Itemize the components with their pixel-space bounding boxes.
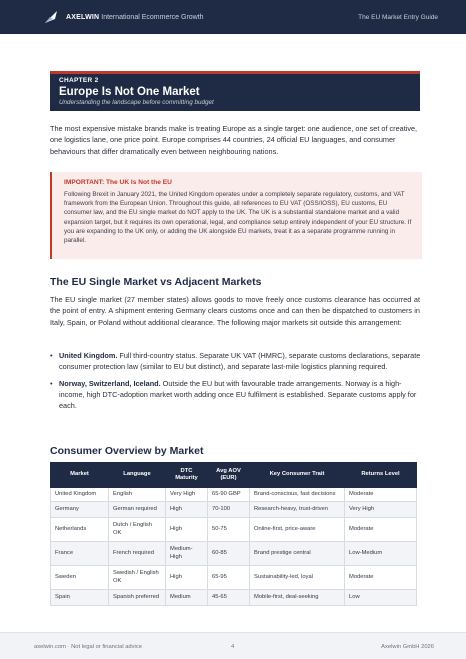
footer-left: axelwin.com · Not legal or financial advice <box>34 644 142 650</box>
bullet-label: Norway, Switzerland, Iceland. <box>59 378 161 388</box>
chapter-subtitle: Understanding the landscape before committing budget <box>59 99 214 106</box>
table-cell: Brand-conscious, fast decisions <box>250 488 345 502</box>
table-cell: Moderate <box>345 488 417 502</box>
table-cell: French required <box>109 542 166 566</box>
chapter-number: CHAPTER 2 <box>59 77 99 84</box>
section-heading-single-market: The EU Single Market vs Adjacent Markets <box>50 276 262 288</box>
table-cell: Netherlands <box>51 518 109 542</box>
document-title: The EU Market Entry Guide <box>358 13 438 21</box>
table-cell: Medium <box>166 590 208 606</box>
adjacent-markets-list <box>50 350 422 416</box>
column-header: DTC Maturity <box>166 463 208 488</box>
table-cell: Germany <box>51 502 109 518</box>
table-cell: Research-heavy, trust-driven <box>250 502 345 518</box>
table-cell: Sustainability-led, loyal <box>250 566 345 590</box>
table-cell: Spain <box>51 590 109 606</box>
column-header: Market <box>51 463 109 488</box>
column-header: Avg AOV (EUR) <box>208 463 250 488</box>
table-cell: 45-65 <box>208 590 250 606</box>
bullet-text: Full third-country status. Separate UK VAT (HMRC), separate customs declarations, separate consumer protection law (similar to EU but distinct), and separate last-mile logistics planning required. <box>59 351 421 372</box>
bullet-icon: • <box>50 351 53 360</box>
brand-tagline: International Ecommerce Growth <box>101 13 204 21</box>
table-cell: Moderate <box>345 518 417 542</box>
table-cell: High <box>166 502 208 518</box>
table-cell: Dutch / English OK <box>109 518 166 542</box>
table-cell: Very High <box>345 502 417 518</box>
list-item <box>50 378 422 412</box>
table-header-row <box>51 463 417 488</box>
table-cell: Low-Medium <box>345 542 417 566</box>
table-cell: Sweden <box>51 566 109 590</box>
table-cell: 70-100 <box>208 502 250 518</box>
table-cell: Swedish / English OK <box>109 566 166 590</box>
table-cell: 65-95 <box>208 566 250 590</box>
section-heading-consumer-overview: Consumer Overview by Market <box>50 445 204 457</box>
brand-line <box>66 14 204 21</box>
table-cell: High <box>166 518 208 542</box>
table-row <box>51 566 417 590</box>
table-row <box>51 542 417 566</box>
bullet-icon: • <box>50 378 53 388</box>
column-header: Language <box>109 463 166 488</box>
table-cell: German required <box>109 502 166 518</box>
table-row <box>51 590 417 606</box>
footer-disclaimer: Not legal or financial advice <box>71 644 142 650</box>
table-cell: Online-first, price-aware <box>250 518 345 542</box>
intro-paragraph: The most expensive mistake brands make is treating Europe as a single target: one audience, one set of creative, one logistics lane, one price point. Europe comprises 44 countries, 24 official EU languages, and consumer behaviours that differ dramatically even between neighbouring nations. <box>50 124 418 156</box>
table-cell: High <box>166 566 208 590</box>
table-cell: Mobile-first, deal-seeking <box>250 590 345 606</box>
brand-name: AXELWIN <box>66 13 100 21</box>
important-callout <box>50 172 422 259</box>
callout-body: Following Brexit in January 2021, the United Kingdom operates under a completely separate regulatory, customs, and VAT framework from the European Union. Throughout this guide, all references to EU VAT (OSS/IOSS), EU customs, EU consumer law, and the EU single market do NOT apply to the UK. The UK is a substantial standalone market and a valid expansion target, but it requires its own operational, legal, and compliance setup entirely independent of your EU structure. If you are expanding to the UK only, or adding the UK alongside EU markets, treat it as a separate programme running in parallel. <box>64 191 412 245</box>
table-cell: United Kingdom <box>51 488 109 502</box>
table-cell: Low <box>345 590 417 606</box>
column-header: Returns Level <box>345 463 417 488</box>
page-number: 4 <box>231 644 235 650</box>
table-cell: France <box>51 542 109 566</box>
table-cell: Brand prestige central <box>250 542 345 566</box>
table-cell: Spanish preferred <box>109 590 166 606</box>
table-cell: Medium-High <box>166 542 208 566</box>
table-row <box>51 488 417 502</box>
table-cell: 50-75 <box>208 518 250 542</box>
chapter-banner <box>50 71 420 111</box>
table-cell: Very High <box>166 488 208 502</box>
consumer-overview-table <box>50 462 417 606</box>
table-row <box>51 502 417 518</box>
bullet-label: United Kingdom. <box>59 351 118 360</box>
axelwin-logo-icon <box>44 10 58 24</box>
list-item <box>50 350 422 373</box>
single-market-paragraph: The EU single market (27 member states) allows goods to move freely once customs clearance has occurred at the point of entry. A shipment entering Germany clears customs once and can then be dispatched to customers in Italy, Spain, or Poland without additional clearance. The following major markets sit outside this arrangement: <box>50 295 420 327</box>
page-footer <box>0 632 466 659</box>
table-cell: 65-90 GBP <box>208 488 250 502</box>
table-row <box>51 518 417 542</box>
column-header: Key Consumer Trait <box>250 463 345 488</box>
table-cell: Moderate <box>345 566 417 590</box>
table-cell: 60-85 <box>208 542 250 566</box>
callout-heading: IMPORTANT: The UK Is Not the EU <box>64 179 172 186</box>
bullet-text: Outside the EU but with favourable trade arrangements. Norway is a high-income, high DTC-adoption market worth adding once EU fulfilment is established. Separate customs apply for each. <box>59 378 417 411</box>
page-header <box>0 0 466 34</box>
table-cell: English <box>109 488 166 502</box>
chapter-title: Europe Is Not One Market <box>59 86 200 98</box>
footer-website: axelwin.com <box>34 644 66 650</box>
footer-copyright: Axelwin GmbH 2026 <box>381 644 434 650</box>
